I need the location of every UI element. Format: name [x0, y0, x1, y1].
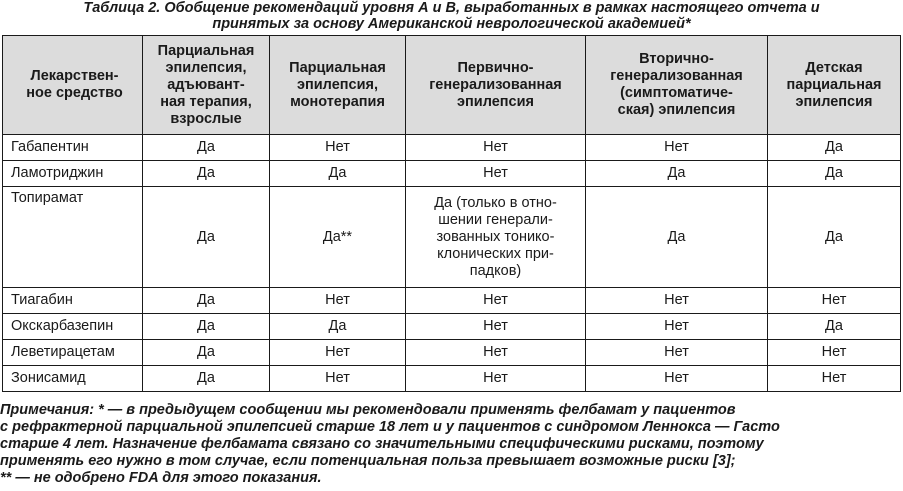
table-cell: Да	[768, 187, 901, 288]
table-cell: Нет	[406, 340, 586, 366]
topiramate-generalized-note	[406, 187, 586, 288]
table-row	[3, 366, 901, 392]
table-cell: Да	[143, 187, 270, 288]
header-line: Первично-	[457, 59, 534, 76]
table-row	[3, 314, 901, 340]
header-drug	[3, 36, 143, 135]
table-cell: Да	[586, 187, 768, 288]
header-line: эпилепсия	[457, 93, 534, 110]
header-line: эпилепсия,	[165, 59, 247, 76]
note-text-line: Примечания: * — в предыдущем сообщении мы рекомендовали применять фелбамат у пациентов	[0, 402, 736, 418]
table-cell: Нет	[586, 314, 768, 340]
note-text-line: старше 4 лет. Назначение фелбамата связано со значительными специфическими рисками, поэтому	[0, 436, 764, 452]
table-cell: Да	[143, 314, 270, 340]
table-cell: Нет	[270, 366, 406, 392]
table-cell: Нет	[586, 288, 768, 314]
drug-name: Окскарбазепин	[3, 314, 143, 340]
table-row	[3, 135, 901, 161]
table-cell: Да	[143, 366, 270, 392]
table-cell: Да	[143, 135, 270, 161]
caption-line: Таблица 2. Обобщение рекомендаций уровня А и В, выработанных в рамках настоящего отчета и	[83, 0, 820, 16]
table-cell: Нет	[768, 340, 901, 366]
table-cell: Нет	[586, 366, 768, 392]
header-line: (симптоматиче-	[620, 85, 733, 101]
table-row	[3, 288, 901, 314]
table-header-row	[3, 36, 901, 135]
header-line: монотерапия	[290, 93, 385, 110]
table-cell: Нет	[270, 288, 406, 314]
header-line: генерализованная	[610, 68, 743, 84]
note-text-line: применять его нужно в том случае, если потенциальная польза превышает возможные риски [3];	[0, 453, 736, 469]
header-line: ская) эпилепсия	[617, 102, 736, 118]
header-line: ное средство	[26, 85, 123, 101]
header-childhood-partial	[768, 36, 901, 135]
table-cell: Да	[270, 314, 406, 340]
table-cell: Да**	[270, 187, 406, 288]
table-cell: Да	[143, 161, 270, 187]
header-partial-adjuvant-adults	[143, 36, 270, 135]
header-line: адъювант-	[167, 76, 245, 93]
table-cell: Да	[270, 161, 406, 187]
header-line: Детская	[805, 59, 863, 76]
header-line: Лекарствен-	[30, 68, 119, 84]
table-cell: Да	[586, 161, 768, 187]
header-line: парциальная	[786, 76, 882, 93]
header-line: взрослые	[170, 110, 242, 127]
table-caption	[0, 0, 903, 36]
table-row	[3, 340, 901, 366]
note-line: клонических при-	[437, 245, 554, 262]
table-cell: Да	[768, 314, 901, 340]
table-cell: Да	[768, 135, 901, 161]
header-line: Парциальная	[289, 59, 386, 76]
drug-name: Топирамат	[3, 187, 143, 288]
table-notes	[0, 402, 903, 487]
header-line: генерализованная	[429, 76, 562, 93]
table-cell: Нет	[406, 135, 586, 161]
table-cell: Нет	[586, 340, 768, 366]
header-line: эпилепсия,	[297, 76, 378, 93]
note-line: шении генерали-	[438, 211, 553, 228]
table-cell: Нет	[406, 288, 586, 314]
table-cell: Нет	[768, 288, 901, 314]
drug-name: Ламотриджин	[3, 161, 143, 187]
recommendations-table	[2, 35, 901, 392]
table-cell: Да	[768, 161, 901, 187]
drug-name: Леветирацетам	[3, 340, 143, 366]
table-row	[3, 161, 901, 187]
header-partial-monotherapy	[270, 36, 406, 135]
note-line: зованных тонико-	[436, 228, 555, 245]
header-line: Вторично-	[639, 51, 714, 67]
table-cell: Нет	[406, 161, 586, 187]
table-cell: Нет	[586, 135, 768, 161]
note-line: Да (только в отно-	[434, 194, 557, 211]
drug-name: Тиагабин	[3, 288, 143, 314]
header-line: эпилепсия	[795, 93, 873, 110]
table-cell: Да	[143, 288, 270, 314]
table-cell: Да	[143, 340, 270, 366]
table-cell: Нет	[406, 314, 586, 340]
table-cell: Нет	[270, 340, 406, 366]
header-line: ная терапия,	[160, 93, 252, 110]
drug-name: Зонисамид	[3, 366, 143, 392]
note-text-line: ** — не одобрено FDA для этого показания.	[0, 470, 322, 486]
table-cell: Нет	[406, 366, 586, 392]
header-line: Парциальная	[157, 42, 255, 59]
table-row	[3, 187, 901, 288]
caption-line: принятых за основу Американской неврологической академией*	[212, 16, 691, 32]
table-cell: Нет	[270, 135, 406, 161]
header-primary-generalized	[406, 36, 586, 135]
header-secondary-generalized	[586, 36, 768, 135]
table-cell: Нет	[768, 366, 901, 392]
note-text-line: с рефрактерной парциальной эпилепсией старше 18 лет и у пациентов с синдромом Леннокса — Гасто	[0, 419, 780, 435]
drug-name: Габапентин	[3, 135, 143, 161]
note-line: падков)	[469, 262, 522, 279]
